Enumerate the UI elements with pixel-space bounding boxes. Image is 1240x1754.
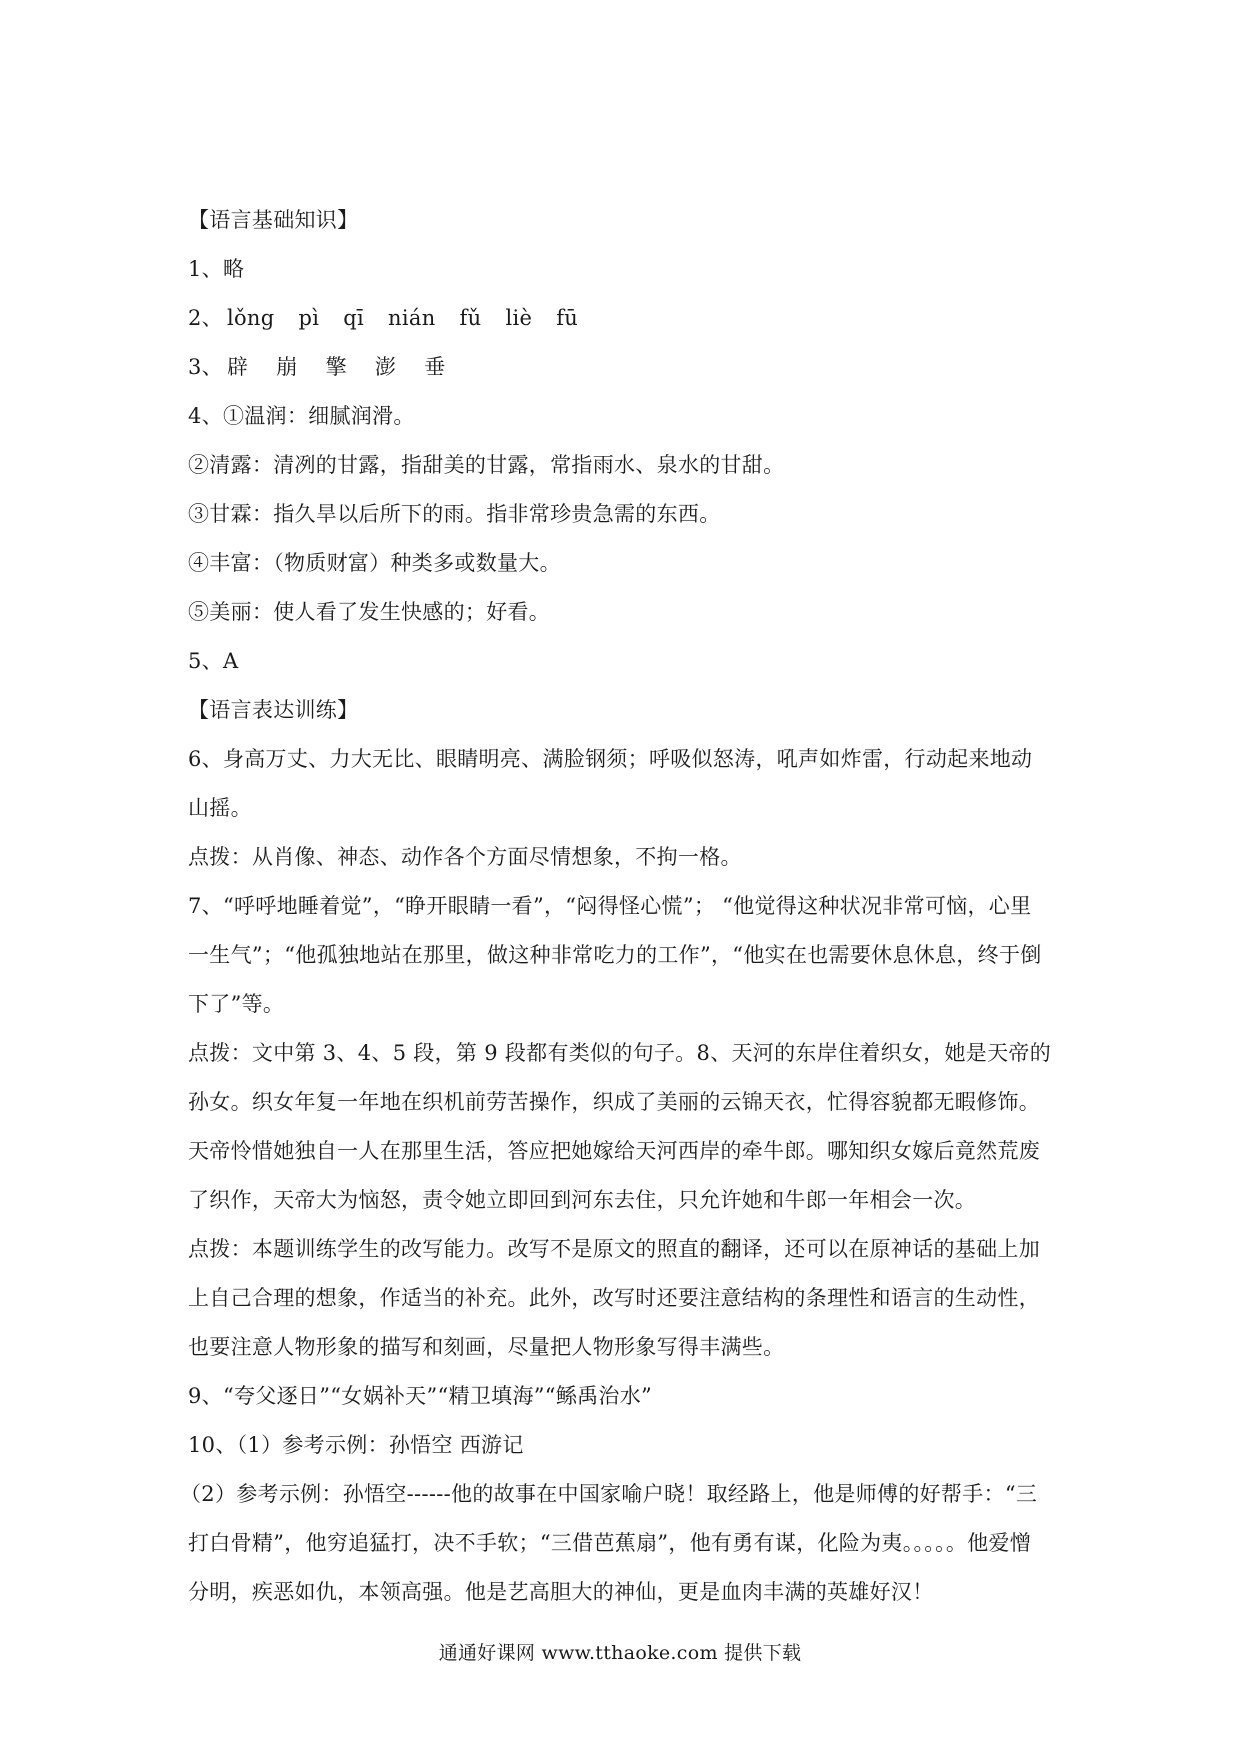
answer-8-note-line: 上自己合理的想象，作适当的补充。此外，改写时还要注意结构的条理性和语言的生动性，	[188, 1286, 1040, 1310]
answer-4-item-3: ③甘霖：指久旱以后所下的雨。指非常珍贵急需的东西。	[188, 502, 721, 526]
answer-4-item-1: 4、①温润：细腻润滑。	[188, 404, 415, 428]
pinyin-6: liè	[505, 306, 533, 330]
section-title-basics: 【语言基础知识】	[188, 208, 359, 232]
answer-10-2-line: （2）参考示例：孙悟空------他的故事在中国家喻户晓！取经路上，他是师傅的好帮手：“三	[180, 1482, 1038, 1506]
char-1: 辟	[226, 355, 249, 379]
answer-9: 9、“夸父逐日”“女娲补天”“精卫填海”“鲧禹治水”	[188, 1384, 653, 1408]
answer-2-number: 2、	[188, 306, 223, 330]
answer-5: 5、A	[188, 649, 239, 673]
char-3: 擎	[325, 355, 347, 379]
char-2: 崩	[276, 355, 298, 379]
char-5: 垂	[424, 355, 446, 379]
answer-4-item-2: ②清露：清冽的甘露，指甜美的甘露，常指雨水、泉水的甘甜。	[188, 453, 785, 477]
char-4: 澎	[374, 355, 397, 379]
pinyin-5: fǔ	[459, 306, 482, 330]
document-body	[180, 206, 1058, 1607]
answer-10-2-line: 打白骨精”，他穷追猛打，决不手软；“三借芭蕉扇”，他有勇有谋，化险为夷。。。。。他爱憎	[188, 1531, 1032, 1555]
answer-4-item-5: ⑤美丽：使人看了发生快感的；好看。	[188, 600, 551, 624]
answer-8-note-line: 也要注意人物形象的描写和刻画，尽量把人物形象写得丰满些。	[188, 1335, 785, 1359]
answer-10-1: 10、（1）参考示例：孙悟空 西游记	[188, 1433, 524, 1457]
pinyin-3: qī	[343, 306, 365, 330]
page-footer: 通通好课网 www.tthaoke.com 提供下载	[438, 1642, 802, 1664]
answer-3	[188, 353, 1058, 382]
answer-7-line: 7、“呼呼地睡着觉”，“睁开眼睛一看”，“闷得怪心慌”； “他觉得这种状况非常可恼，心里	[188, 894, 1032, 918]
pinyin-2: pì	[298, 306, 320, 330]
pinyin-1: lǒng	[226, 306, 275, 330]
pinyin-4: nián	[388, 306, 436, 330]
answer-2	[188, 304, 1058, 333]
pinyin-7: fū	[556, 306, 579, 330]
answer-8-line: 了织作，天帝大为恼怒，责令她立即回到河东去住，只允许她和牛郎一年相会一次。	[188, 1188, 977, 1212]
answer-4-item-4: ④丰富：（物质财富）种类多或数量大。	[188, 551, 561, 575]
answer-7-line: 下了”等。	[188, 992, 285, 1016]
answer-8-line: 天帝怜惜她独自一人在那里生活，答应把她嫁给天河西岸的牵牛郎。哪知织女嫁后竟然荒废	[188, 1139, 1040, 1163]
answer-3-number: 3、	[188, 355, 223, 379]
section-title-expression: 【语言表达训练】	[188, 698, 359, 722]
answer-6-note: 点拨：从肖像、神态、动作各个方面尽情想象，不拘一格。	[188, 845, 742, 869]
answer-1: 1、略	[188, 257, 245, 281]
answer-8-line: 孙女。织女年复一年地在织机前劳苦操作，织成了美丽的云锦天衣，忙得容貌都无暇修饰。	[188, 1090, 1040, 1114]
answer-8-note-line: 点拨：本题训练学生的改写能力。改写不是原文的照直的翻译，还可以在原神话的基础上加	[188, 1237, 1040, 1261]
answer-8-line: 点拨：文中第 3、4、5 段，第 9 段都有类似的句子。8、天河的东岸住着织女，她是天帝的	[188, 1041, 1052, 1065]
answer-6-line: 6、身高万丈、力大无比、眼睛明亮、满脸钢须；呼吸似怒涛，吼声如炸雷，行动起来地动	[188, 747, 1033, 771]
answer-7-line: 一生气”；“他孤独地站在那里，做这种非常吃力的工作”，“他实在也需要休息休息，终于倒	[188, 943, 1042, 967]
answer-6-line: 山摇。	[188, 796, 252, 820]
answer-10-2-line: 分明，疾恶如仇，本领高强。他是艺高胆大的神仙，更是血肉丰满的英雄好汉！	[188, 1580, 934, 1604]
